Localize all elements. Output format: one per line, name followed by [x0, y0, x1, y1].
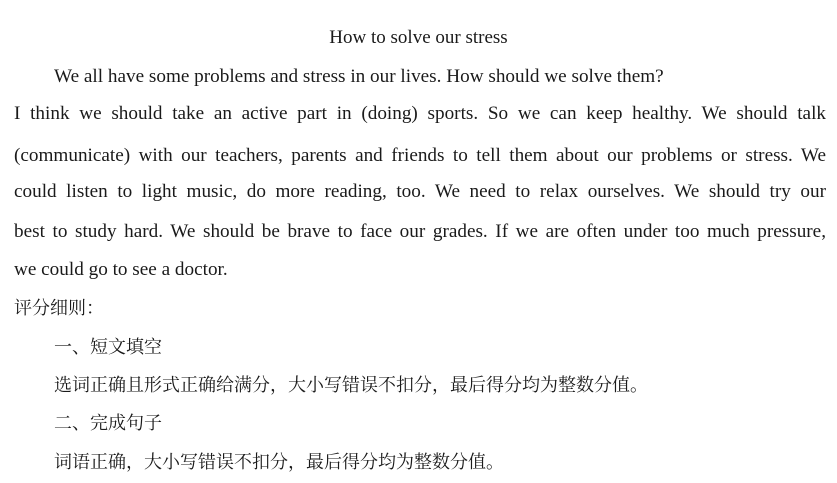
essay-line-4: could listen to light music, do more reading, too. We need to relax ourselves. We should try our [14, 181, 826, 202]
rubric-section-2-title: 二、完成句子 [54, 413, 162, 434]
rubric-section-1-rule: 选词正确且形式正确给满分，大小写错误不扣分，最后得分均为整数分值。 [54, 375, 648, 396]
essay-line-2: I think we should take an active part in (doing) sports. So we can keep healthy. We should talk [14, 103, 826, 124]
rubric-section-2-rule: 词语正确，大小写错误不扣分，最后得分均为整数分值。 [54, 452, 504, 473]
rubric-section-1-title: 一、短文填空 [54, 337, 162, 358]
essay-line-1: We all have some problems and stress in our lives. How should we solve them? [54, 66, 664, 87]
essay-line-5: best to study hard. We should be brave to face our grades. If we are often under too much pressure, [14, 221, 826, 242]
essay-line-3: (communicate) with our teachers, parents and friends to tell them about our problems or stress. We [14, 145, 826, 166]
essay-title: How to solve our stress [329, 27, 508, 48]
rubric-heading: 评分细则： [14, 298, 104, 319]
essay-line-6: we could go to see a doctor. [14, 259, 228, 280]
